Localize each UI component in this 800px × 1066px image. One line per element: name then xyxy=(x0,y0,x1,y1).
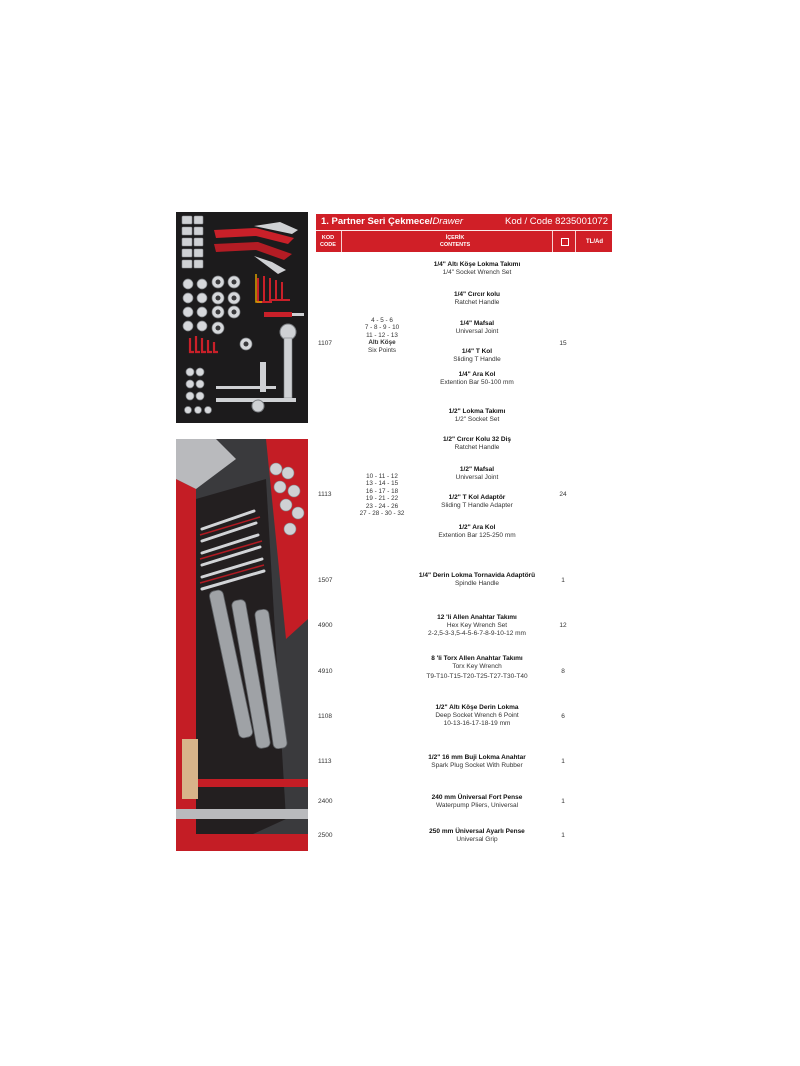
item-name-en: Extention Bar 50-100 mm xyxy=(440,379,514,386)
content-item xyxy=(392,704,562,728)
item-name-tr: 1/2" Altı Köşe Derin Lokma xyxy=(435,704,519,711)
row-code: 4910 xyxy=(318,668,333,675)
row-quantity: 1 xyxy=(561,832,565,839)
item-name-tr: 240 mm Üniversal Fort Pense xyxy=(431,794,523,801)
content-item xyxy=(392,572,562,588)
size-line: 27 - 28 - 30 - 32 xyxy=(359,510,405,518)
drawer-title-italic: Drawer xyxy=(432,216,464,227)
size-line: 10 - 11 - 12 xyxy=(366,473,398,480)
item-name-en: Sliding T Handle xyxy=(453,356,501,363)
content-item xyxy=(392,348,562,364)
item-name-tr: 1/4" Cırcır kolu xyxy=(453,291,501,298)
drawer-title xyxy=(321,216,463,227)
content-item xyxy=(392,371,562,387)
row-code: 2400 xyxy=(318,798,333,805)
size-line: 23 - 24 - 26 xyxy=(365,502,399,510)
group-quantity: 15 xyxy=(559,340,567,347)
item-detail: 10-13-16-17-18-19 mm xyxy=(443,720,511,727)
item-name-tr: 1/2" Mafsal xyxy=(459,466,495,473)
item-name-tr: 1/4" Altı Köşe Lokma Takımı xyxy=(433,261,521,268)
item-name-en: Torx Key Wrench xyxy=(452,663,502,670)
item-name-tr: 1/4" Derin Lokma Tornavida Adaptörü xyxy=(418,572,536,579)
item-name-tr: 1/4" Mafsal xyxy=(459,320,495,327)
item-name-en: Hex Key Wrench Set xyxy=(446,622,508,629)
item-name-tr: 1/4" Ara Kol xyxy=(458,371,496,378)
tool-chest-illustration xyxy=(176,439,308,851)
group-code: 1107 xyxy=(318,340,332,347)
content-item xyxy=(392,614,562,638)
row-quantity: 8 xyxy=(561,668,565,675)
size-label-en: Six Points xyxy=(368,346,396,354)
size-line: 11 - 12 - 13 xyxy=(366,331,398,339)
item-detail: 2-2,5-3-3,5-4-5-6-7-8-9-10-12 mm xyxy=(428,630,526,637)
quantity-box-icon xyxy=(561,238,569,246)
item-name-en: Universal Joint xyxy=(455,328,499,335)
column-header-contents-en: CONTENTS xyxy=(439,241,471,248)
tool-chest-photo xyxy=(176,439,308,851)
size-line: 19 - 21 - 22 xyxy=(365,495,399,503)
row-code: 1113 xyxy=(318,758,332,765)
size-line: 16 - 17 - 18 xyxy=(365,487,399,495)
column-header-code xyxy=(316,231,340,252)
row-quantity: 1 xyxy=(561,577,565,584)
tool-tray-illustration xyxy=(176,212,308,423)
item-name-en: 1/4" Socket Wrench Set xyxy=(442,269,512,276)
item-name-tr: 1/2" Cırcır Kolu 32 Diş xyxy=(442,436,512,443)
item-name-en: Ratchet Handle xyxy=(454,299,500,306)
size-line: 7 - 8 - 9 - 10 xyxy=(364,324,400,332)
size-label-tr: Altı Köşe xyxy=(368,339,396,347)
item-name-en: Extention Bar 125-250 mm xyxy=(438,532,516,539)
item-name-en: Universal Joint xyxy=(455,474,499,481)
item-name-tr: 12 'li Allen Anahtar Takımı xyxy=(437,614,517,621)
size-line: 4 - 5 - 6 xyxy=(371,317,393,324)
column-header-contents-tr: İÇERİK xyxy=(445,235,465,241)
item-name-tr: 250 mm Üniversal Ayarlı Pense xyxy=(429,828,525,835)
item-name-en: Sliding T Handle Adapter xyxy=(441,502,513,509)
content-item xyxy=(392,320,562,336)
content-item xyxy=(392,291,562,307)
drawer-header xyxy=(316,214,612,252)
item-name-en: Spindle Handle xyxy=(454,580,500,587)
row-quantity: 12 xyxy=(559,622,567,629)
column-header-price: TL/Ad xyxy=(575,231,613,252)
content-item xyxy=(392,794,562,810)
item-name-en: Universal Grip xyxy=(456,836,498,843)
content-item xyxy=(392,466,562,482)
size-line: 13 - 14 - 15 xyxy=(365,480,399,488)
item-name-en: Deep Socket Wrench 6 Point xyxy=(435,712,519,719)
content-item xyxy=(392,655,562,681)
tool-tray-photo xyxy=(176,212,308,423)
row-code: 2500 xyxy=(318,832,333,839)
content-item xyxy=(392,261,562,277)
row-quantity: 6 xyxy=(561,713,565,720)
item-name-tr: 1/2" Lokma Takımı xyxy=(448,408,506,415)
row-code: 4900 xyxy=(318,622,333,629)
column-header-contents xyxy=(341,231,568,252)
drawer-title-text: 1. Partner Seri Çekmece/ xyxy=(321,216,433,227)
group-quantity: 24 xyxy=(559,491,567,498)
column-header-code-en: CODE xyxy=(320,241,336,248)
content-item xyxy=(392,524,562,540)
item-name-tr: 1/4" T Kol xyxy=(461,348,493,355)
product-code: Kod / Code 8235001072 xyxy=(504,216,608,227)
item-name-tr: 1/2" T Kol Adaptör xyxy=(448,494,506,501)
content-item xyxy=(392,408,562,424)
content-item xyxy=(392,436,562,452)
column-header-quantity xyxy=(552,231,576,252)
row-code: 1507 xyxy=(318,577,333,584)
content-item xyxy=(392,828,562,844)
item-name-tr: 1/2" Ara Kol xyxy=(458,524,496,531)
row-code: 1108 xyxy=(318,713,332,720)
content-item xyxy=(392,754,562,770)
item-name-en: Waterpump Pliers, Universal xyxy=(435,802,519,809)
item-name-tr: 8 'li Torx Allen Anahtar Takımı xyxy=(431,655,523,662)
item-name-tr: 1/2" 16 mm Buji Lokma Anahtar xyxy=(428,754,526,761)
item-detail: T9-T10-T15-T20-T25-T27-T30-T40 xyxy=(426,673,528,680)
content-item xyxy=(392,494,562,510)
row-quantity: 1 xyxy=(561,798,565,805)
item-name-en: 1/2" Socket Set xyxy=(454,416,500,423)
group-code: 1113 xyxy=(318,491,332,498)
row-quantity: 1 xyxy=(561,758,565,765)
item-name-en: Spark Plug Socket With Rubber xyxy=(431,762,523,769)
column-header-code-tr: KOD xyxy=(321,235,335,241)
item-name-en: Ratchet Handle xyxy=(454,444,500,451)
